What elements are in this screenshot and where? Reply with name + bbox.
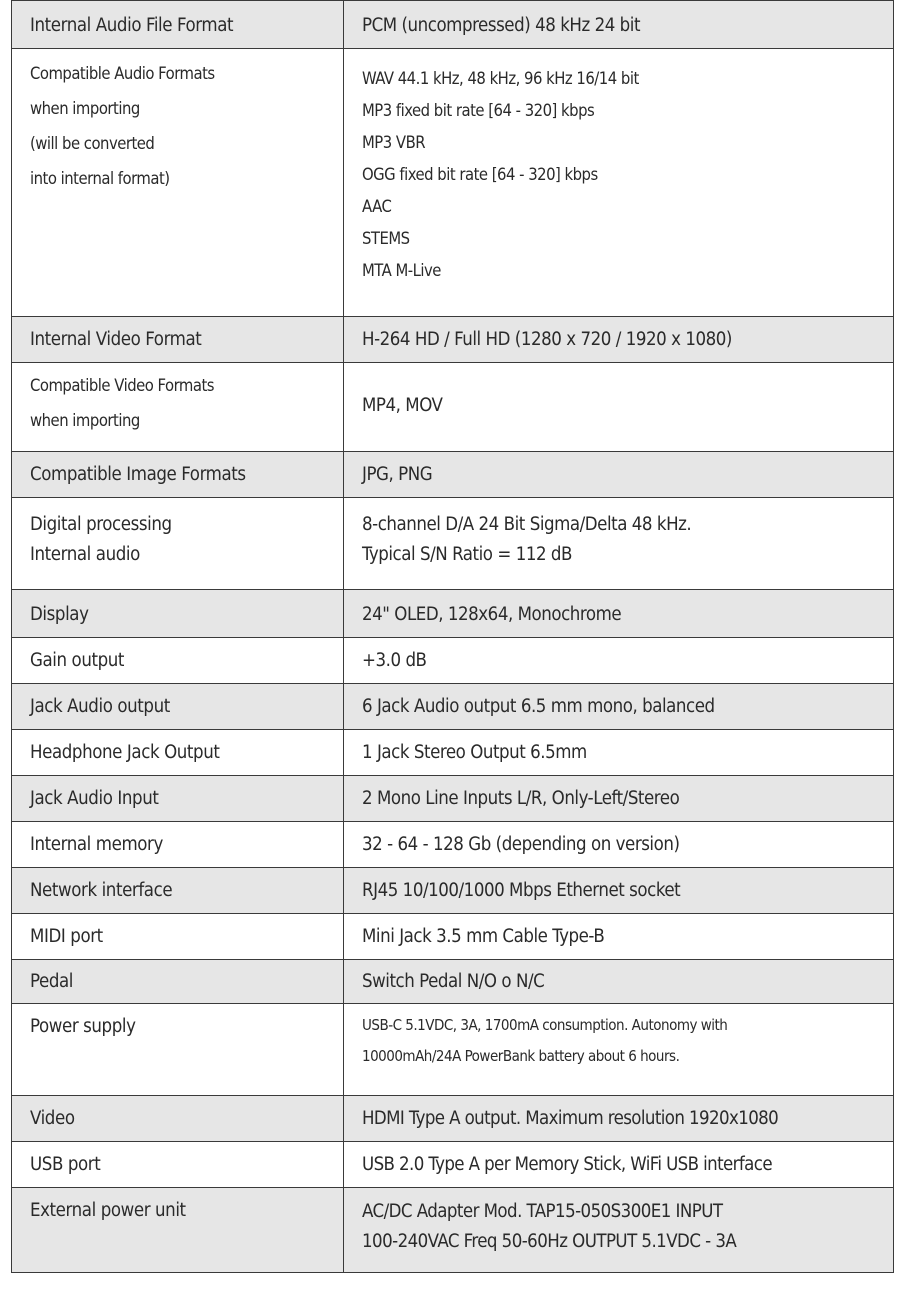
table-row [12,1096,894,1142]
spec-value: AAC [362,197,392,216]
table-row [12,868,894,914]
table-row [12,1004,894,1096]
spec-value: Switch Pedal N/O o N/C [362,971,545,992]
spec-value: HDMI Type A output. Maximum resolution 1920x1080 [362,1108,779,1129]
spec-label-cell [12,317,344,363]
spec-label: when importing [30,411,140,430]
spec-label-cell [12,822,344,868]
spec-value-cell [344,452,894,498]
spec-value: Typical S/N Ratio = 112 dB [362,544,573,565]
spec-value: MTA M-Live [362,261,441,280]
spec-value: 2 Mono Line Inputs L/R, Only-Left/Stereo [362,788,680,809]
spec-label: Compatible Video Formats [30,376,214,395]
spec-label: Internal Video Format [30,329,202,350]
spec-value: AC/DC Adapter Mod. TAP15-050S300E1 INPUT [362,1201,723,1222]
spec-label: Video [30,1108,75,1129]
spec-value: MP3 VBR [362,133,426,152]
spec-value-cell [344,730,894,776]
table-row [12,49,894,317]
spec-label: Pedal [30,971,74,992]
spec-label-cell [12,1096,344,1142]
spec-value: 10000mAh/24A PowerBank battery about 6 hours. [362,1047,680,1065]
table-row [12,638,894,684]
spec-label-cell [12,914,344,960]
spec-label-cell [12,49,344,317]
spec-label: Internal Audio File Format [30,15,234,36]
spec-value: H-264 HD / Full HD (1280 x 720 / 1920 x 1080) [362,329,732,350]
spec-label: Gain output [30,650,125,671]
spec-label-cell [12,452,344,498]
spec-value-cell [344,638,894,684]
spec-value-cell [344,1188,894,1273]
spec-label: Internal audio [30,544,140,565]
spec-value: OGG fixed bit rate [64 - 320] kbps [362,165,598,184]
spec-label-cell [12,1004,344,1096]
spec-label: External power unit [30,1200,186,1221]
specifications-table [11,0,894,1273]
spec-label: Jack Audio Input [30,788,159,809]
spec-value-cell [344,684,894,730]
spec-label-cell [12,590,344,638]
table-row [12,1,894,49]
table-row [12,914,894,960]
spec-label: Compatible Audio Formats [30,64,215,83]
spec-value: USB 2.0 Type A per Memory Stick, WiFi USB interface [362,1154,772,1175]
spec-label: Digital processing [30,514,172,535]
spec-value-cell [344,1004,894,1096]
spec-value-cell [344,868,894,914]
spec-value-cell [344,498,894,590]
spec-label-cell [12,730,344,776]
table-row [12,363,894,452]
table-row [12,452,894,498]
table-row [12,498,894,590]
table-row [12,1188,894,1273]
spec-label: into internal format) [30,169,170,188]
spec-label-cell [12,638,344,684]
spec-value: 1 Jack Stereo Output 6.5mm [362,742,587,763]
spec-value: 24" OLED, 128x64, Monochrome [362,604,622,625]
spec-label-cell [12,498,344,590]
spec-value-cell [344,914,894,960]
spec-label: Jack Audio output [30,696,170,717]
spec-value-cell [344,363,894,452]
spec-value: WAV 44.1 kHz, 48 kHz, 96 kHz 16/14 bit [362,69,639,88]
spec-label: Headphone Jack Output [30,742,220,763]
spec-value-cell [344,1096,894,1142]
spec-label-cell [12,363,344,452]
spec-value: PCM (uncompressed) 48 kHz 24 bit [362,15,641,36]
spec-value: STEMS [362,229,410,248]
table-row [12,590,894,638]
spec-value-cell [344,590,894,638]
spec-label: when importing [30,99,140,118]
spec-label: Network interface [30,880,173,901]
table-row [12,822,894,868]
spec-value-cell [344,49,894,317]
spec-label: Compatible Image Formats [30,464,246,485]
spec-label-cell [12,1142,344,1188]
spec-label: Power supply [30,1016,136,1037]
spec-label-cell [12,960,344,1004]
spec-value: RJ45 10/100/1000 Mbps Ethernet socket [362,880,681,901]
spec-label-cell [12,684,344,730]
spec-value: +3.0 dB [362,650,427,671]
spec-label-cell [12,1188,344,1273]
table-row [12,684,894,730]
table-row [12,317,894,363]
table-row [12,730,894,776]
spec-value-cell [344,776,894,822]
spec-value: MP4, MOV [362,395,443,416]
spec-value: 100-240VAC Freq 50-60Hz OUTPUT 5.1VDC - 3A [362,1231,737,1252]
spec-value: MP3 fixed bit rate [64 - 320] kbps [362,101,595,120]
spec-value-cell [344,960,894,1004]
spec-label: Display [30,604,89,625]
spec-value: USB-C 5.1VDC, 3A, 1700mA consumption. Autonomy with [362,1016,728,1034]
spec-value-cell [344,1,894,49]
spec-label: Internal memory [30,834,163,855]
spec-label: USB port [30,1154,101,1175]
spec-label-cell [12,868,344,914]
spec-label: MIDI port [30,926,103,947]
table-row [12,960,894,1004]
spec-label-cell [12,776,344,822]
spec-label: (will be converted [30,134,155,153]
spec-value: 6 Jack Audio output 6.5 mm mono, balanced [362,696,715,717]
spec-label-cell [12,1,344,49]
spec-value-cell [344,822,894,868]
table-row [12,1142,894,1188]
spec-value-cell [344,1142,894,1188]
table-row [12,776,894,822]
spec-value: 32 - 64 - 128 Gb (depending on version) [362,834,680,855]
spec-value: 8-channel D/A 24 Bit Sigma/Delta 48 kHz. [362,514,692,535]
spec-value-cell [344,317,894,363]
spec-value: Mini Jack 3.5 mm Cable Type-B [362,926,605,947]
spec-value: JPG, PNG [362,464,433,485]
